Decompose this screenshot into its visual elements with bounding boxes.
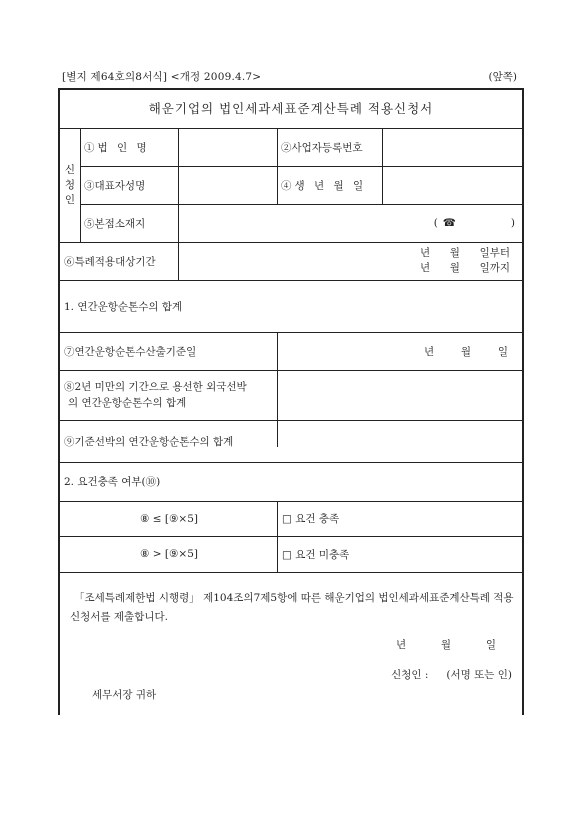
rule (277, 128, 278, 204)
applicant-signature[interactable]: 신청인 : (서명 또는 인) (391, 669, 512, 681)
applicant-section-label: 신 청 인 (64, 163, 76, 206)
biz-reg-no-field[interactable] (383, 129, 520, 165)
submission-date: 년 월 일 (396, 639, 496, 651)
form-title: 해운기업의 법인세과세표준계산특례 적용신청서 (60, 90, 522, 129)
addressee: 세무서장 귀하 (92, 689, 157, 701)
period-field[interactable] (179, 243, 520, 279)
row8-label: ⑧2년 미만의 기간으로 용선한 외국선박 의 연간운항순톤수의 합계 (64, 381, 247, 409)
corp-name-label: ①법 인 명 (84, 141, 150, 154)
rep-name-field[interactable] (179, 167, 276, 203)
form-code: [별지 제64호의8서식] <개정 2009.4.7> (62, 71, 262, 83)
row7-field[interactable] (278, 333, 520, 369)
rule (60, 572, 522, 573)
birth-date-field[interactable] (383, 167, 520, 203)
birth-date-label: ④생 년 월 일 (281, 179, 367, 192)
section1-heading: 1. 연간운항순톤수의 합계 (64, 300, 183, 313)
phone-field: ( ☎ ) (433, 217, 516, 229)
rule (80, 128, 81, 242)
row9-field[interactable] (278, 421, 520, 447)
page-side-label: (앞쪽) (488, 71, 517, 83)
hq-address-field[interactable] (179, 205, 520, 241)
row9-label: ⑨기준선박의 연간운항순톤수의 합계 (64, 435, 234, 448)
biz-reg-no-label: ②사업자등록번호 (281, 141, 363, 154)
condition-met-checkbox[interactable]: □ 요건 충족 (282, 513, 340, 525)
declaration-statement: 「조세특례제한법 시행령」 제104조의7제5항에 따른 해운기업의 법인세과세표준계산특례 적용신청서를 제출합니다. (70, 592, 514, 623)
application-form (58, 88, 524, 715)
period-dates: 년 월 일부터 년 월 일까지 (420, 247, 510, 274)
row7-label: ⑦연간운항순톤수산출기준일 (64, 345, 197, 358)
condition-met-formula: ⑧ ≤ [⑨×5] (140, 512, 198, 525)
hq-address-label: ⑤본점소재지 (84, 217, 146, 230)
phone-icon: ☎ (442, 217, 457, 229)
condition-unmet-formula: ⑧ > [⑨×5] (140, 548, 198, 560)
corp-name-field[interactable] (179, 129, 276, 165)
section2-heading: 2. 요건충족 여부(⑩) (64, 476, 161, 488)
row8-field[interactable] (278, 371, 520, 419)
rep-name-label: ③대표자성명 (84, 179, 146, 192)
condition-unmet-checkbox[interactable]: □ 요건 미충족 (282, 548, 350, 561)
period-label: ⑥특례적용대상기간 (64, 255, 156, 268)
row7-date: 년 월 일 (424, 345, 508, 358)
